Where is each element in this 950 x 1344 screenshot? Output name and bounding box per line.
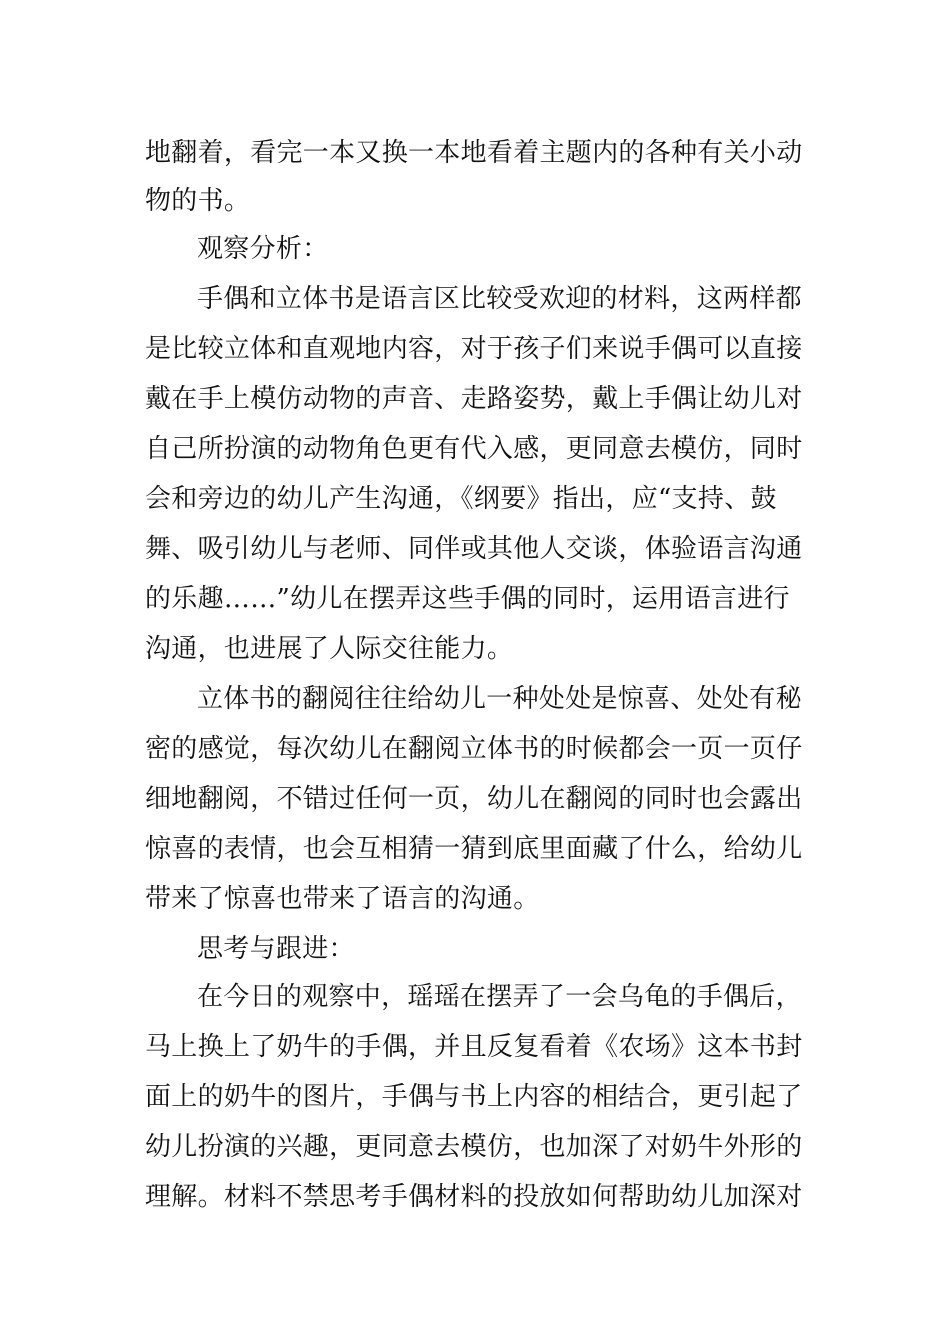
text-line: 地翻着，看完一本又换一本地看着主题内的各种有关小动 xyxy=(145,138,803,168)
text-line: 面上的奶牛的图片，手偶与书上内容的相结合，更引起了 xyxy=(145,1082,803,1112)
section-heading: 观察分析： xyxy=(197,234,329,264)
text-line: 在今日的观察中，瑶瑶在摆弄了一会乌龟的手偶后， xyxy=(197,982,802,1012)
text-line: 立体书的翻阅往往给幼儿一种处处是惊喜、处处有秘 xyxy=(197,684,802,714)
text-line: 沟通，也进展了人际交往能力。 xyxy=(145,634,514,664)
text-line: 惊喜的表情，也会互相猜一猜到底里面藏了什么，给幼儿 xyxy=(145,834,803,864)
text-line: 的乐趣……”幼儿在摆弄这些手偶的同时，运用语言进行 xyxy=(145,584,790,614)
section-heading: 思考与跟进： xyxy=(197,934,355,964)
text-line: 舞、吸引幼儿与老师、同伴或其他人交谈，体验语言沟通 xyxy=(145,534,803,564)
text-line: 理解。材料不禁思考手偶材料的投放如何帮助幼儿加深对 xyxy=(145,1182,803,1212)
text-line: 物的书。 xyxy=(145,186,251,216)
text-line: 幼儿扮演的兴趣，更同意去模仿，也加深了对奶牛外形的 xyxy=(145,1132,803,1162)
text-line: 是比较立体和直观地内容，对于孩子们来说手偶可以直接 xyxy=(145,334,803,364)
text-line: 手偶和立体书是语言区比较受欢迎的材料，这两样都 xyxy=(197,284,802,314)
text-line: 带来了惊喜也带来了语言的沟通。 xyxy=(145,884,540,914)
text-line: 戴在手上模仿动物的声音、走路姿势，戴上手偶让幼儿对 xyxy=(145,384,803,414)
text-line: 密的感觉，每次幼儿在翻阅立体书的时候都会一页一页仔 xyxy=(145,734,803,764)
text-line: 马上换上了奶牛的手偶，并且反复看着《农场》这本书封 xyxy=(145,1032,803,1062)
text-line: 自己所扮演的动物角色更有代入感，更同意去模仿，同时 xyxy=(145,434,803,464)
text-line: 会和旁边的幼儿产生沟通，《纲要》指出，应“支持、鼓 xyxy=(145,484,777,514)
text-line: 细地翻阅，不错过任何一页，幼儿在翻阅的同时也会露出 xyxy=(145,784,803,814)
